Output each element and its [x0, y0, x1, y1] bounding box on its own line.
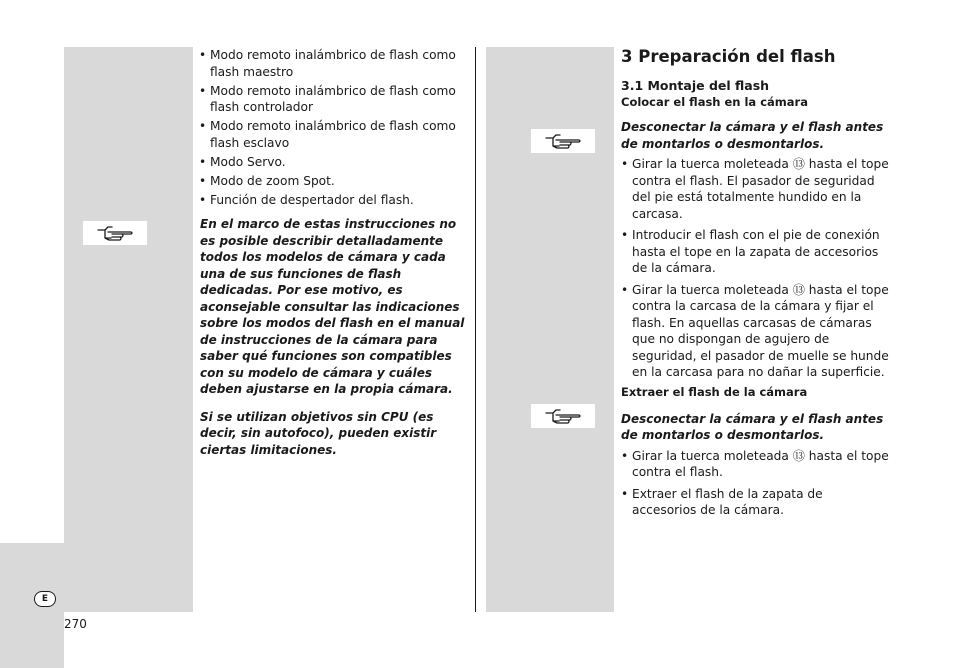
note-camera-models: En el marco de estas instrucciones no es posible describir detalladamente todos los modelos de cámara y cada una de sus funciones de flash dedicadas. Por ese motivo, es aconsejable consultar las indicaciones sobre los modos del flash en el manual de instrucciones de la cámara para saber qué funciones son compatibles con su modelo de cámara y cuáles deben ajustarse en la propia cámara.: [200, 217, 465, 396]
section-title: 3 Preparación del flash: [621, 47, 836, 66]
flash-modes-list: [199, 47, 467, 208]
right-text-column: [621, 47, 889, 521]
list-item: • Modo de zoom Spot.: [199, 173, 467, 190]
list-item: • Modo remoto inalámbrico de flash como flash maestro: [199, 47, 467, 80]
list-item: • Extraer el flash de la zapata de accesorios de la cámara.: [621, 486, 889, 519]
mount-warning: Desconectar la cámara y el flash antes de montarlos o desmontarlos.: [621, 120, 884, 151]
note-cpu-lenses: Si se utilizan objetivos sin CPU (es decir, sin autofoco), pueden existir ciertas limitaciones.: [200, 409, 437, 457]
list-item: • Girar la tuerca moleteada ⑬ hasta el tope contra la carcasa de la cámara y fijar el flash. En aquellas carcasas de cámaras que no dispongan de agujero de seguridad, el pasador de muelle se hunde en la carcasa para no dañar la superficie.: [621, 282, 889, 381]
remove-steps-list: [621, 448, 889, 519]
list-item: • Girar la tuerca moleteada ⑬ hasta el tope contra el flash.: [621, 448, 889, 481]
list-item: • Modo remoto inalámbrico de flash como flash esclavo: [199, 118, 467, 151]
left-page-margin-band: [64, 47, 193, 612]
list-item: • Introducir el flash con el pie de conexión hasta el tope en la zapata de accesorios de la cámara.: [621, 227, 889, 277]
note-icon-box-right-2: [531, 404, 595, 428]
pointing-hand-icon: [544, 132, 582, 150]
page-number: 270: [64, 617, 87, 631]
pointing-hand-icon: [544, 407, 582, 425]
remove-heading: Extraer el flash de la cámara: [621, 384, 808, 399]
column-divider: [475, 47, 476, 612]
list-item: • Modo remoto inalámbrico de flash como flash controlador: [199, 83, 467, 116]
left-edge-tab: [0, 543, 64, 668]
left-text-column: [199, 47, 467, 211]
list-item: • Modo Servo.: [199, 154, 467, 171]
note-icon-box-left: [83, 221, 147, 245]
pointing-hand-icon: [96, 224, 134, 242]
list-item: • Girar la tuerca moleteada ⑬ hasta el tope contra el flash. El pasador de seguridad del pie está totalmente hundido en la carcasa.: [621, 156, 889, 222]
left-notes: [200, 216, 468, 458]
mount-heading: Colocar el flash en la cámara: [621, 95, 808, 109]
subsection-title: 3.1 Montaje del flash: [621, 78, 770, 93]
list-item: • Función de despertador del flash.: [199, 192, 467, 209]
note-icon-box-right-1: [531, 129, 595, 153]
remove-warning: Desconectar la cámara y el flash antes de montarlos o desmontarlos.: [621, 411, 884, 442]
mount-steps-list: [621, 156, 889, 381]
language-badge: E: [34, 591, 56, 607]
